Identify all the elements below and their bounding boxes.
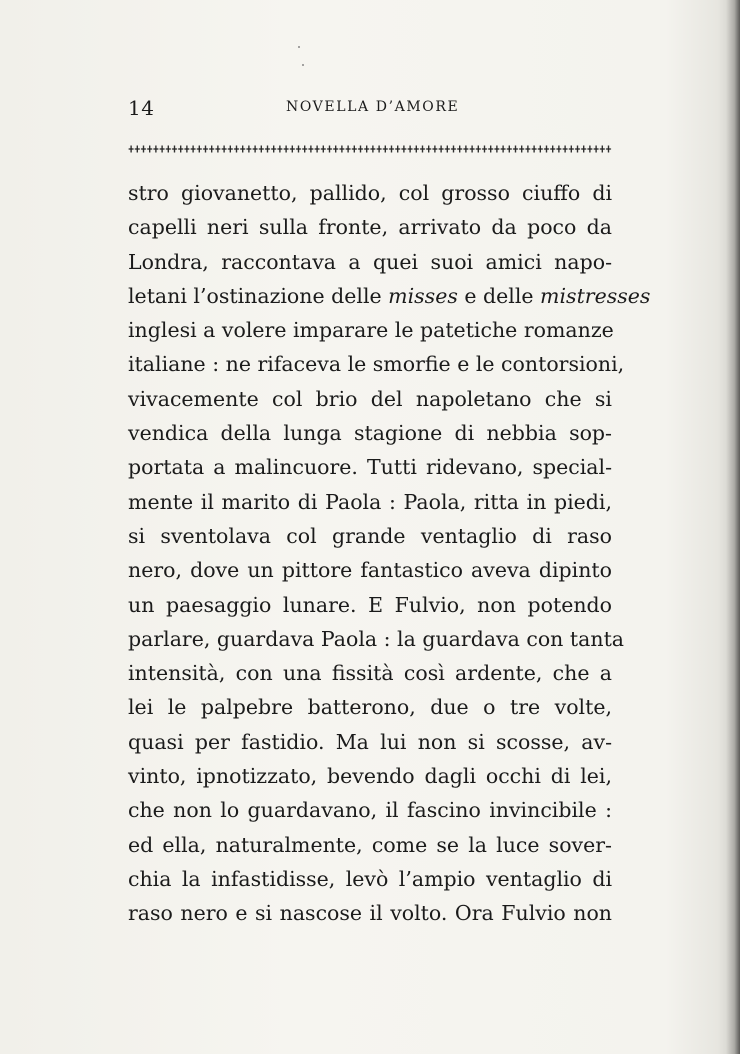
text-line: che non lo guardavano, il fascino invincibile : [128,798,612,823]
text-line: parlare, guardava Paola : la guardava con tanta [128,626,625,651]
page-edge-shadow [726,0,740,1054]
text-line: ed ella, naturalmente, come se la luce sover- [128,832,612,857]
text-line: intensità, con una fissità così ardente, che a [128,661,612,686]
italic-word: mistresses [540,283,651,308]
text-line: Londra, raccontava a quei suoi amici napo- [128,249,612,274]
page-header [128,96,612,126]
text-line: stro giovanetto, pallido, col grosso ciuffo di [128,181,612,205]
body-text [128,176,651,931]
text-segment: letani l’ostinazione delle [128,283,389,308]
text-line: mente il marito di Paola : Paola, ritta in piedi, [128,489,612,514]
print-speck [302,64,304,66]
ornamental-rule-icon [128,143,612,155]
text-line: un paesaggio lunare. E Fulvio, non potendo [128,592,612,617]
text-segment: e delle [457,283,541,308]
text-line: si sventolava col grande ventaglio di raso [128,523,612,548]
running-title: NOVELLA D’AMORE [286,99,460,115]
text-line: inglesi a volere imparare le patetiche romanze [128,318,614,343]
text-line: quasi per fastidio. Ma lui non si scosse, av- [128,729,612,754]
print-speck [298,46,300,48]
text-line: chia la infastidisse, levò l’ampio ventaglio di [128,866,612,891]
page-number: 14 [128,96,155,120]
text-line: lei le palpebre batterono, due o tre volte, [128,695,612,720]
text-line [128,279,651,313]
text-line: vinto, ipnotizzato, bevendo dagli occhi di lei, [128,764,612,789]
text-line: portata a malincuore. Tutti ridevano, special- [128,455,612,480]
text-line: raso nero e si nascose il volto. Ora Fulvio non [128,901,612,926]
text-line: vendica della lunga stagione di nebbia sop- [128,421,612,446]
text-line: capelli neri sulla fronte, arrivato da poco da [128,215,612,240]
text-line: vivacemente col brio del napoletano che si [128,386,612,411]
italic-word: misses [388,283,458,308]
text-line: nero, dove un pittore fantastico aveva dipinto [128,558,612,583]
text-line: italiane : ne rifaceva le smorfie e le contorsioni, [128,352,625,377]
